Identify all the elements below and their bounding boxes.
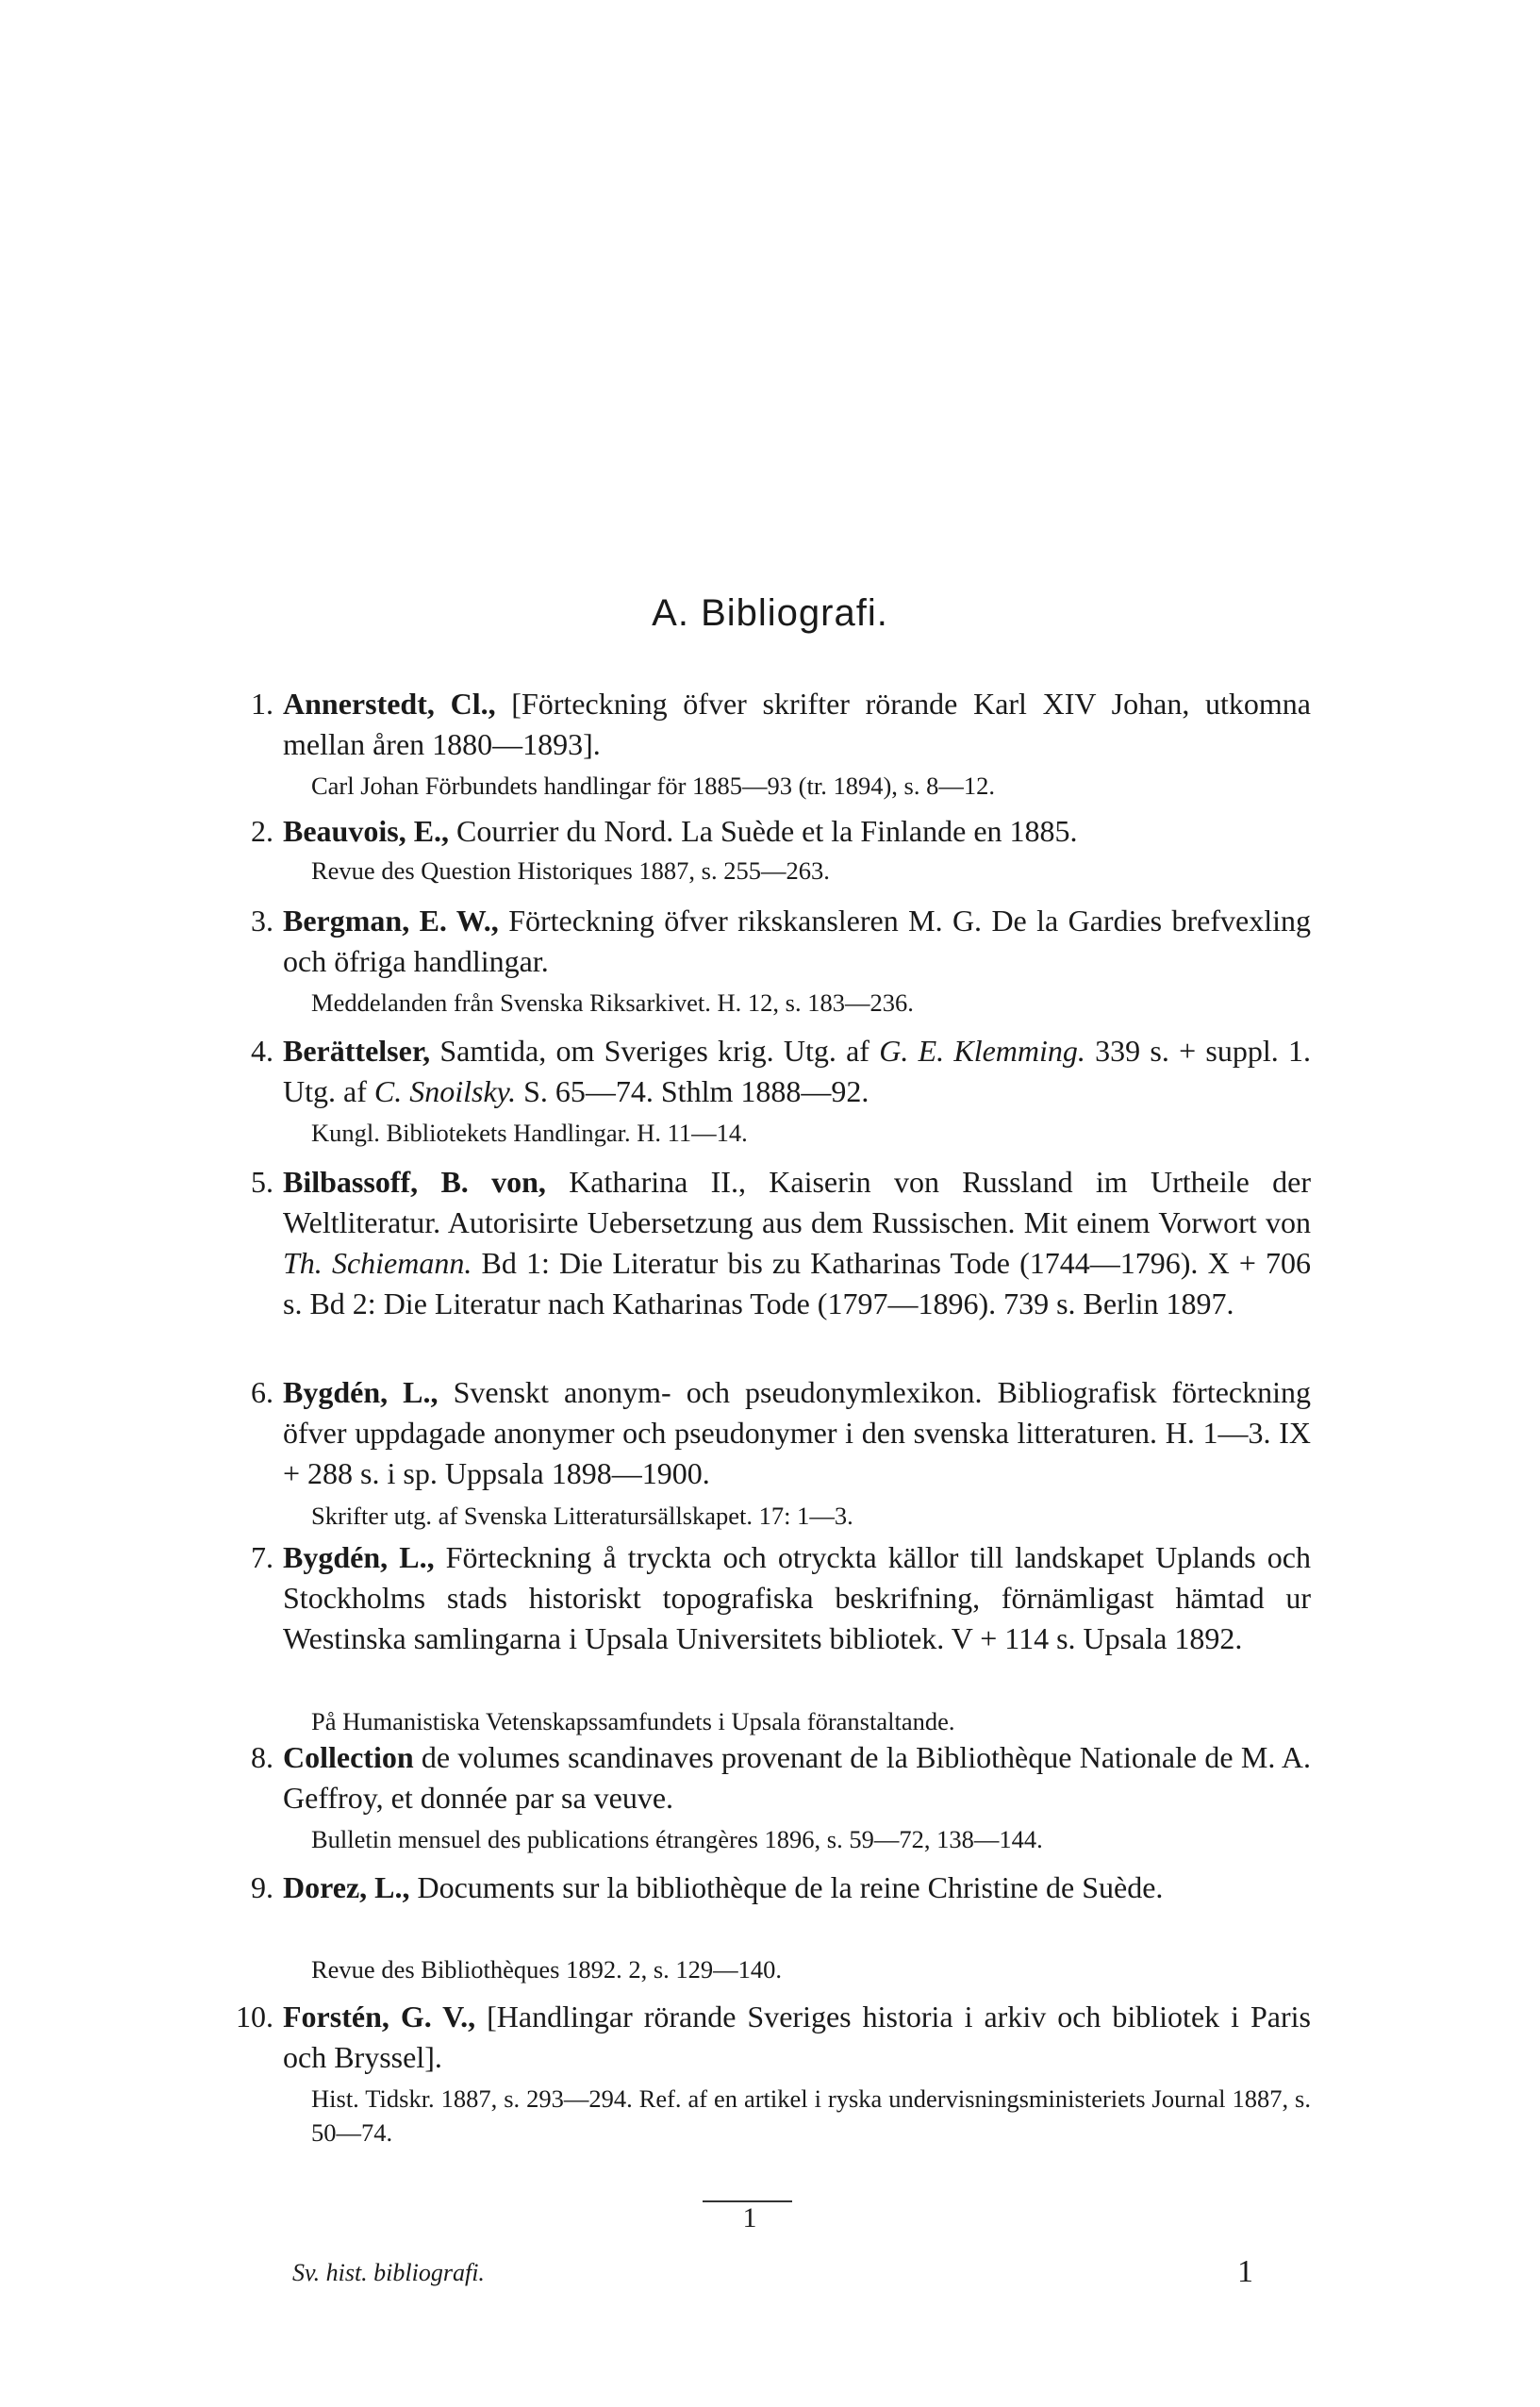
entry-title: Samtida, om Sveriges krig. Utg. af [430,1034,880,1068]
entry-text [283,1537,1311,1659]
entry-author: Bergman, E. W., [283,904,499,938]
entry-title: Förteckning öfver rikskansleren M. G. De la Gardies brefvexling och öfriga handlingar. [283,904,1312,978]
entry-source: Carl Johan Förbundets handlingar för 1885—93 (tr. 1894), s. 8—12. [311,772,995,800]
footer-title: Sv. hist. bibliografi. [292,2259,485,2286]
entry-imprint: S. 65—74. Sthlm 1888—92. [516,1074,869,1108]
entry-number: 3. [251,904,273,938]
entry-author: Bilbassoff, B. von, [283,1165,546,1199]
entry-text [283,1868,1311,1908]
entry-author: Berättelser, [283,1034,431,1068]
entry-number: 1. [251,687,273,721]
entry-details: 339 s. + suppl. 1. Utg. af [283,1034,1311,1108]
entry-text [283,1737,1311,1818]
entry-title: [Handlingar rörande Sveriges historia i arkiv och bibliotek i Paris och Bryssel]. [283,2000,1312,2074]
entry-source: Kungl. Bibliotekets Handlingar. H. 11—14. [311,1119,748,1147]
entry-author: Collection [283,1740,414,1774]
entry-author: Dorez, L., [283,1870,410,1904]
entry-title: [Förteckning öfver skrifter rörande Karl XIV Johan, utkomna mellan åren 1880—1893]. [283,687,1312,761]
entry-title: Courrier du Nord. La Suède et la Finlande en 1885. [449,814,1078,848]
editor-name: Th. Schiemann. [283,1246,472,1280]
entry-title: Documents sur la bibliothèque de la reine Christine de Suède. [409,1870,1164,1904]
entry-number: 10. [236,2000,273,2034]
signature-mark: 1 [742,2202,757,2233]
entry-author: Bygdén, L., [283,1375,439,1409]
entry-number: 2. [251,814,273,848]
entry-source: På Humanistiska Vetenskapssamfundets i Upsala föranstaltande. [311,1707,955,1735]
entry-number: 8. [251,1740,273,1774]
entry-author: Annerstedt, Cl., [283,687,496,721]
entry-title: Svenskt anonym- och pseudonymlexikon. Bibliografisk förteckning öfver uppdagade anonymer och pseudonymer i den svenska litteraturen. H. 1—3. IX + 288 s. i sp. Uppsala 1898—1900. [283,1375,1312,1490]
editor-name: G. E. Klemming. [879,1034,1085,1068]
entry-text [283,811,1311,852]
entry-source: Meddelanden från Svenska Riksarkivet. H. 12, s. 183—236. [311,988,914,1017]
entry-author: Bygdén, L., [283,1540,435,1574]
entry-title: Katharina II., Kaiserin von Russland im Urtheile der Weltliteratur. Autorisirte Uebersetzung aus dem Russischen. Mit einem Vorwort von [283,1165,1312,1239]
entry-title: Förteckning å tryckta och otryckta källor till landskapet Uplands och Stockholms stads historiskt topografiska beskrifning, förnämligast hämtad ur Westinska samlingarna i Upsala Universitets bibliotek. V + 114 s. Upsala 1892. [283,1540,1312,1655]
editor-name: C. Snoilsky. [373,1074,517,1108]
entry-author: Forstén, G. V., [283,2000,476,2034]
entry-text [283,1372,1311,1494]
entry-number: 7. [251,1540,273,1574]
entry-number: 4. [251,1034,273,1068]
entry-details: Bd 1: Die Literatur bis zu Katharinas Tode (1744—1796). X + 706 s. Bd 2: Die Literatur nach Katharinas Tode (1797—1896). 739 s. Berlin 1897. [283,1246,1312,1320]
entry-title: de volumes scandinaves provenant de la Bibliothèque Nationale de M. A. Geffroy, et donnée par sa veuve. [283,1740,1311,1815]
entry-source: Skrifter utg. af Svenska Litteratursällskapet. 17: 1—3. [311,1502,853,1530]
entry-author: Beauvois, E., [283,814,450,848]
entry-text [283,1997,1311,2078]
entry-source: Revue des Bibliothèques 1892. 2, s. 129—140. [311,1955,783,1984]
entry-text [283,1162,1311,1324]
entry-text [283,684,1311,765]
section-heading: A. Bibliografi. [652,592,888,634]
entry-source: Bulletin mensuel des publications étrangères 1896, s. 59—72, 138—144. [311,1825,1043,1853]
entry-source: Revue des Question Historiques 1887, s. 255—263. [311,856,830,885]
entry-number: 5. [251,1165,273,1199]
entry-number: 9. [251,1870,273,1904]
page-number: 1 [1237,2254,1253,2289]
entry-text [283,1031,1311,1112]
entry-number: 6. [251,1375,273,1409]
entry-source: Hist. Tidskr. 1887, s. 293—294. Ref. af en artikel i ryska undervisningsministeriets Journal 1887, s. 50—74. [311,2084,1311,2147]
entry-text [283,901,1311,982]
